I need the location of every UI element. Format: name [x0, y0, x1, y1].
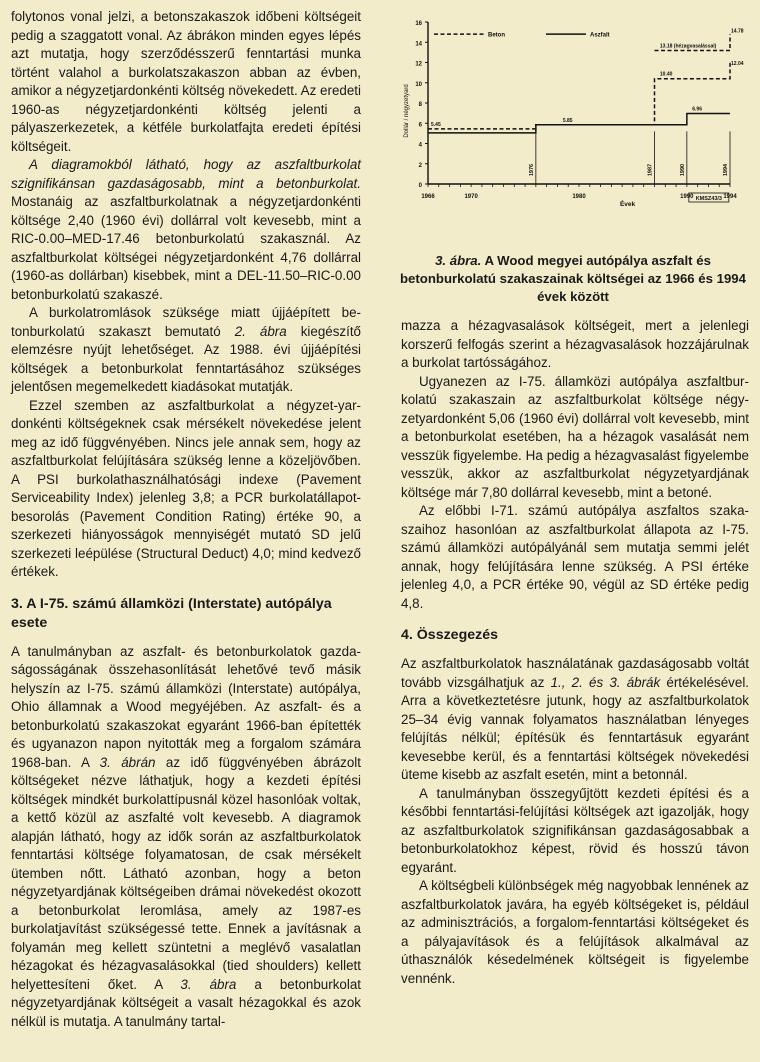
data-label: 10.40 [659, 71, 673, 78]
y-tick-label: 4 [418, 142, 422, 149]
x-axis-label: Évek [619, 201, 636, 208]
text-span: Az aszfaltburkolatok használatának gazdaságosabb voltát tovább vizsgálhatjuk az [401, 656, 749, 690]
y-tick-label: 8 [418, 102, 422, 108]
x-tick-label: 1970 [464, 194, 478, 200]
data-label: 14.78 [731, 28, 744, 35]
text-span: Mostanáig az aszfaltburkolatnak a négyzetjardonkénti költsége 2,40 (1960 évi) dollárral volt kevesebb, mint a RIC-0.00–MED-17.46 betonburkolatú szakasznál. Az aszfaltburkolat költségei négyzetjardonként 4,76 dollárral (1960-as dollárban) kisebbek, mint a DEL-11.50–RIC-0.00 betonburkolatú szakaszé. [11, 194, 361, 302]
x-tick-label: 1994 [723, 194, 737, 200]
y-tick-label: 6 [418, 122, 422, 129]
data-label: 5.45 [431, 121, 441, 128]
legend-aszfalt-label: Aszfalt [590, 32, 610, 39]
data-label: 6.96 [692, 106, 702, 113]
section-heading: 4. Összegezés [401, 627, 499, 643]
x-tick-label: 1980 [572, 194, 586, 200]
right-column [401, 317, 749, 988]
y-tick-label: 0 [418, 183, 422, 189]
paragraph: folytonos vonal jelzi, a betonszakaszok időbeni költségeit pedig a szaggatott vonal. Az ábrákon minden egyes lépés azt mutatja, hogy szerződésszerű fenntartási munka történt valahol a burkolatszakaszon abban az évben, amikor a négyzetjardonkénti költség növekedett. Az eredeti 1960-as négyzetjardonkénti költség jelenti a pályaszerkezetek, a kétféle burkolatfajta eredeti építési költségeit. [11, 9, 361, 154]
y-tick-label: 2 [418, 162, 422, 169]
paragraph: Ezzel szemben az aszfaltburkolat a négyzet-yardonkénti költségeknek csak mérsékelt növekedése jelent meg az idő függvényében. Nincs jele annak sem, hogy az aszfaltburkolat felújítására szükség lenne a közeljövőben. A PSI burkolathasználhatósági indexe (Pavement Serviceability Index) jelenleg 3,8; a PCR burkolatállapot-besorolás (Pavement Condition Rating) értéke 90, a szerkezeti hiányosságok mennyiségét mutató SD jelű szerkezeti leépülése (Structural Deduct) 4,0; mind kedvező értékek. [11, 397, 361, 579]
data-label: 12.04 [731, 61, 744, 68]
text-span: a betonburkolat négyzetyardjának költségeit a vasalt hézagokkal és azok nélkül is mutatja. A tanulmány tartal- [11, 976, 361, 1029]
text-span: A tanulmányban az aszfalt- és betonburkolatok gazdaságosságának összehasonlítását lehetővé tevő másik helyszín az I-75. számú államközi (Interstate) autópálya, Ohio államnak a Wood megyéjében. Az aszfalt- és a betonburkolatú szakaszokat egyaránt 1966-ban építették és ugyanazon napon nyitották meg a forgalom számára 1968-ban. A [11, 643, 361, 770]
cost-chart [398, 8, 748, 248]
text-span: A burkolatromlások szüksége miatt újjáépített betonburkolatú szakaszt bemutató [11, 305, 361, 339]
y-tick-label: 10 [415, 81, 422, 88]
y-tick-label: 16 [415, 21, 422, 27]
y-tick-label: 14 [415, 41, 422, 48]
caption-text: A Wood megyei autópálya aszfalt és betonburkolatú szakaszainak költségei az 1966 és 1994 évek között [400, 253, 746, 304]
paragraph: Az előbbi I-71. számú autópálya aszfaltos szakaszaihoz hasonlóan az aszfaltburkolat állapota az I-75. számú államközi autópályánál sem mutatja semmi jelét annak, hogy felújítására lenne szükség. A PSI értéke jelenleg 4,0, a PCR értéke 90, végül az SD értéke pedig 4,8. [401, 503, 749, 611]
y-axis-label: Dollár / négyzetyard [404, 84, 410, 138]
emphasis-text: A diagramokból látható, hogy az aszfaltburkolat szignifikánsan gazdaságosabb, mint a betonburkolat. [11, 157, 361, 191]
text-span: értékelésével. Arra a következtetésre jutunk, hogy az aszfaltburkolatok 25–34 évig vannak folyamatos használatban lényeges felújítás nélkül; építésük és fenntartásuk egyaránt kevesebbe kerül, és a fenntartási költségek növekedési üteme kisebb az aszfalt esetén, mint a betonnál. [401, 674, 750, 782]
figure-tag: KMSZ43/3 [695, 196, 723, 202]
text-span: az idő függvényében ábrázolt költségeket nézve láthatjuk, hogy a kezdeti építési költségek mindkét burkolattípusnál közel hasonlóak voltak, a kettő közül az aszfalté volt kevesebb. A diagramok alapján látható, hogy az idők során az aszfaltburkolatok fenntartási költsége folyamatosan, de csak mérsékelt ütemben nőtt. Látható azonban, hogy a beton négyzetyardjának költségeiben drámai növekedést okozott a betonburkolat leromlása, amely az 1987-es burkolatjavítást szükségessé tette. Ennek a javításnak a folyamán meg kellett szüntetni a meglévő vasalatlan hézagokat és hézagvasalásokkal (tied shoulders) kellett helyettesíteni őket. A [11, 754, 361, 992]
paragraph [401, 655, 749, 785]
figure-3 [398, 8, 748, 308]
section-heading: 3. A I-75. számú államközi (Interstate) autópálya esete [11, 595, 332, 631]
paragraph [11, 304, 361, 397]
data-label: 5.85 [562, 117, 573, 124]
figure-reference: 2. ábra [234, 323, 287, 339]
figure-caption [398, 252, 748, 306]
caption-number: 3. ábra. [435, 253, 482, 268]
event-year-label: 1976 [528, 163, 535, 177]
y-tick-label: 12 [415, 61, 422, 68]
x-tick-label: 1990 [680, 194, 694, 200]
event-year-label: 1994 [723, 163, 729, 177]
figure-reference: 3. ábra [180, 976, 237, 992]
left-column [11, 8, 361, 1031]
figure-reference: 1., 2. és 3. ábrák [550, 674, 661, 690]
x-tick-label: 1966 [421, 194, 435, 200]
paragraph: Ugyanezen az I-75. államközi autópálya aszfaltburkolatú szakaszain az aszfaltburkolat költsége négyzetyardonként 5,06 (1960 évi) dollárral volt kevesebb, mint a betonburkolat esetében, ha a hézagok vasalását nem vesszük figyelembe. Ha pedig a hézagvasalást figyelembe vesszük, akkor az aszfaltburkolat négyzetyardjának költsége már 7,80 dollárral kevesebb, mint a betoné. [401, 373, 749, 500]
aszfalt-series-line [428, 114, 730, 133]
event-year-label: 1987 [647, 163, 654, 177]
paragraph: A tanulmányban összegyűjtött kezdeti építési és a későbbi fenntartási-felújítási költségek azt igazolják, hogy az aszfaltburkolatok szignifikánsan gazdaságosabbak a betonburkolatokhoz képest, rövid és hosszú távon egyaránt. [401, 785, 749, 875]
text-span: kiegészítő elemzésre nyújt lehetőséget. Az 1988. évi újjáépítési költségek a betonburkolat fenntartásához szükséges jelentősen megemelkedett kiadásokat mutatják. [11, 323, 361, 394]
legend-beton-label: Beton [488, 32, 505, 39]
beton-series-line [428, 62, 730, 129]
paragraph [11, 643, 361, 1032]
paragraph [11, 156, 361, 304]
paragraph: mazza a hézagvasalások költségeit, mert a jelenlegi korszerű felfogás szerint a hézagvasalások hozzájárulnak a burkolat tartósságához. [401, 318, 749, 370]
figure-reference: 3. ábrán [99, 754, 156, 770]
event-year-label: 1990 [679, 163, 686, 177]
paragraph: A költségbeli különbségek még nagyobbak lennének az aszfaltburkolatok javára, ha egyéb költségeket is, például az adminisztrációs, a forgalom-fenntartási költségeket és a pályajavítások és a felújítások alkalmával az úthasználók késedelmének költségeit is figyelembe vennénk. [401, 878, 749, 986]
data-label: 13.18 (hézagvasalással) [659, 43, 717, 50]
